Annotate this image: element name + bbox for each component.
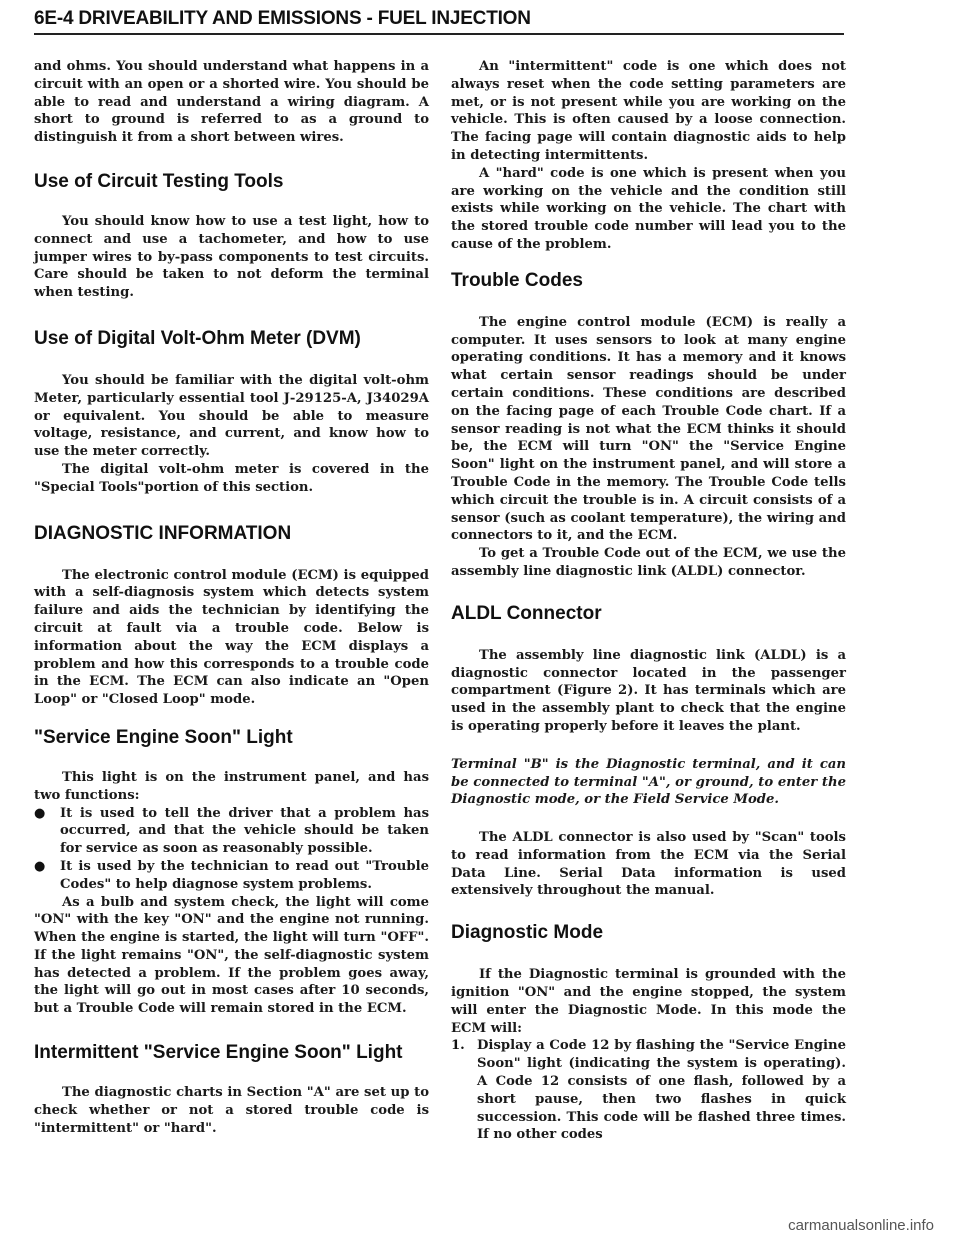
heading-diagnostic-mode: Diagnostic Mode: [451, 922, 604, 944]
heading-circuit-testing-tools: Use of Circuit Testing Tools: [34, 170, 284, 192]
paragraph-terminal-b: Terminal "B" is the Diagnostic terminal, and it can be connected to terminal "A", or ground, to enter the Diagnostic mode, or the Field Service Mode.: [451, 756, 846, 808]
header-rule: [34, 33, 844, 35]
item-number: 1.: [451, 1038, 465, 1054]
paragraph-diagnostic-information: The electronic control module (ECM) is equipped with a self-diagnosis system which detects system failure and aids the technician by identifying the circuit at fault via a trouble code. Below is information about the way the ECM displays a problem and how this corresponds to a trouble code in the ECM. The ECM can also indicate an "Open Loop" or "Closed Loop" mode.: [34, 567, 429, 708]
paragraph-trouble-codes-2: To get a Trouble Code out of the ECM, we use the assembly line diagnostic link (ALDL) connector.: [451, 546, 846, 579]
heading-aldl-connector: ALDL Connector: [451, 602, 602, 624]
paragraph-scan-tools: The ALDL connector is also used by "Scan" tools to read information from the ECM via the Serial Data Line. Serial Data information is used extensively throughout the manual.: [451, 830, 846, 899]
paragraph-dvm-1: You should be familiar with the digital volt-ohm Meter, particularly essential tool J-29125-A, J34029A or equivalent. You should be able to measure voltage, resistance, and current, and know how to use the meter correctly.: [34, 372, 429, 460]
page-title: 6E-4 DRIVEABILITY AND EMISSIONS - FUEL INJECTION: [34, 8, 531, 29]
bullet-item-1: [34, 805, 429, 858]
heading-trouble-codes: Trouble Codes: [451, 269, 583, 291]
bullet-icon: ●: [34, 805, 46, 821]
numbered-item-text-1: Display a Code 12 by flashing the "Service Engine Soon" light (indicating the system is operating). A Code 12 consists of one flash, followed by a short pause, then two flashes in quick succession. This code will be flashed three times. If no other codes: [477, 1038, 846, 1143]
right-column: [451, 58, 846, 1144]
heading-dvm: Use of Digital Volt-Ohm Meter (DVM): [34, 327, 361, 349]
heading-diagnostic-information: DIAGNOSTIC INFORMATION: [34, 522, 292, 544]
paragraph-service-engine-soon: This light is on the instrument panel, and has two functions:: [34, 769, 429, 803]
bullet-item-2: [34, 858, 429, 894]
paragraph-bulb-check: As a bulb and system check, the light will come "ON" with the key "ON" and the engine not running. When the engine is started, the light will turn "OFF". If the light remains "ON", the self-diagnostic system has detected a problem. If the problem goes away, the light will go out in most cases after 10 seconds, but a Trouble Code will remain stored in the ECM.: [34, 894, 429, 1017]
bullet-icon: ●: [34, 858, 46, 874]
paragraph-diagnostic-mode: If the Diagnostic terminal is grounded with the ignition "ON" and the engine stopped, the system will enter the Diagnostic Mode. In this mode the ECM will:: [451, 967, 846, 1036]
paragraph-hard-code: A "hard" code is one which is present when you are working on the vehicle and the condition still exists while working on the vehicle. The chart with the stored trouble code number will lead you to the cause of the problem.: [451, 165, 846, 252]
paragraph-intermittent-code: An "intermittent" code is one which does not always reset when the code setting parameters are met, or is not present while you are working on the vehicle. This is often caused by a loose connection. The facing page will contain diagnostic aids to help in detecting intermittents.: [451, 59, 846, 163]
paragraph-intro: and ohms. You should understand what happens in a circuit with an open or a shorted wire. You should be able to read and understand a wiring diagram. A short to ground is referred to as a ground to distinguish it from a short between wires.: [34, 59, 429, 146]
page-header: [34, 8, 844, 35]
watermark: carmanualsonline.info: [788, 1217, 934, 1234]
left-column: [34, 58, 429, 1137]
heading-service-engine-soon: "Service Engine Soon" Light: [34, 726, 293, 748]
heading-intermittent-light: Intermittent "Service Engine Soon" Light: [34, 1042, 403, 1064]
bullet-text-2: It is used by the technician to read out "Trouble Codes" to help diagnose system problems.: [60, 858, 429, 892]
paragraph-intermittent-light: The diagnostic charts in Section "A" are set up to check whether or not a stored trouble code is "intermittent" or "hard".: [34, 1085, 429, 1136]
numbered-item-1: [451, 1037, 846, 1144]
paragraph-trouble-codes-1: The engine control module (ECM) is really a computer. It uses sensors to look at many engine operating conditions. It has a memory and it knows what certain sensor readings should be under certain conditions. These conditions are described on the facing page of each Trouble Code chart. If a sensor reading is not what the ECM thinks it should be, the ECM will turn "ON" the "Service Engine Soon" light on the instrument panel, and will store a Trouble Code in the memory. The Trouble Code tells which circuit the trouble is in. A circuit consists of a sensor (such as coolant temperature), the wiring and connectors to it, and the ECM.: [451, 314, 846, 544]
paragraph-aldl: The assembly line diagnostic link (ALDL) is a diagnostic connector located in the passenger compartment (Figure 2). It has terminals which are used in the assembly plant to check that the engine is operating properly before it leaves the plant.: [451, 647, 846, 734]
paragraph-dvm-2: The digital volt-ohm meter is covered in the "Special Tools"portion of this section.: [34, 461, 429, 495]
paragraph-circuit-testing: You should know how to use a test light, how to connect and use a tachometer, and how to use jumper wires to by-pass components to test circuits. Care should be taken to not deform the terminal when testing.: [34, 213, 429, 301]
bullet-text-1: It is used to tell the driver that a problem has occurred, and that the vehicle should be taken for service as soon as reasonably possible.: [60, 805, 429, 857]
